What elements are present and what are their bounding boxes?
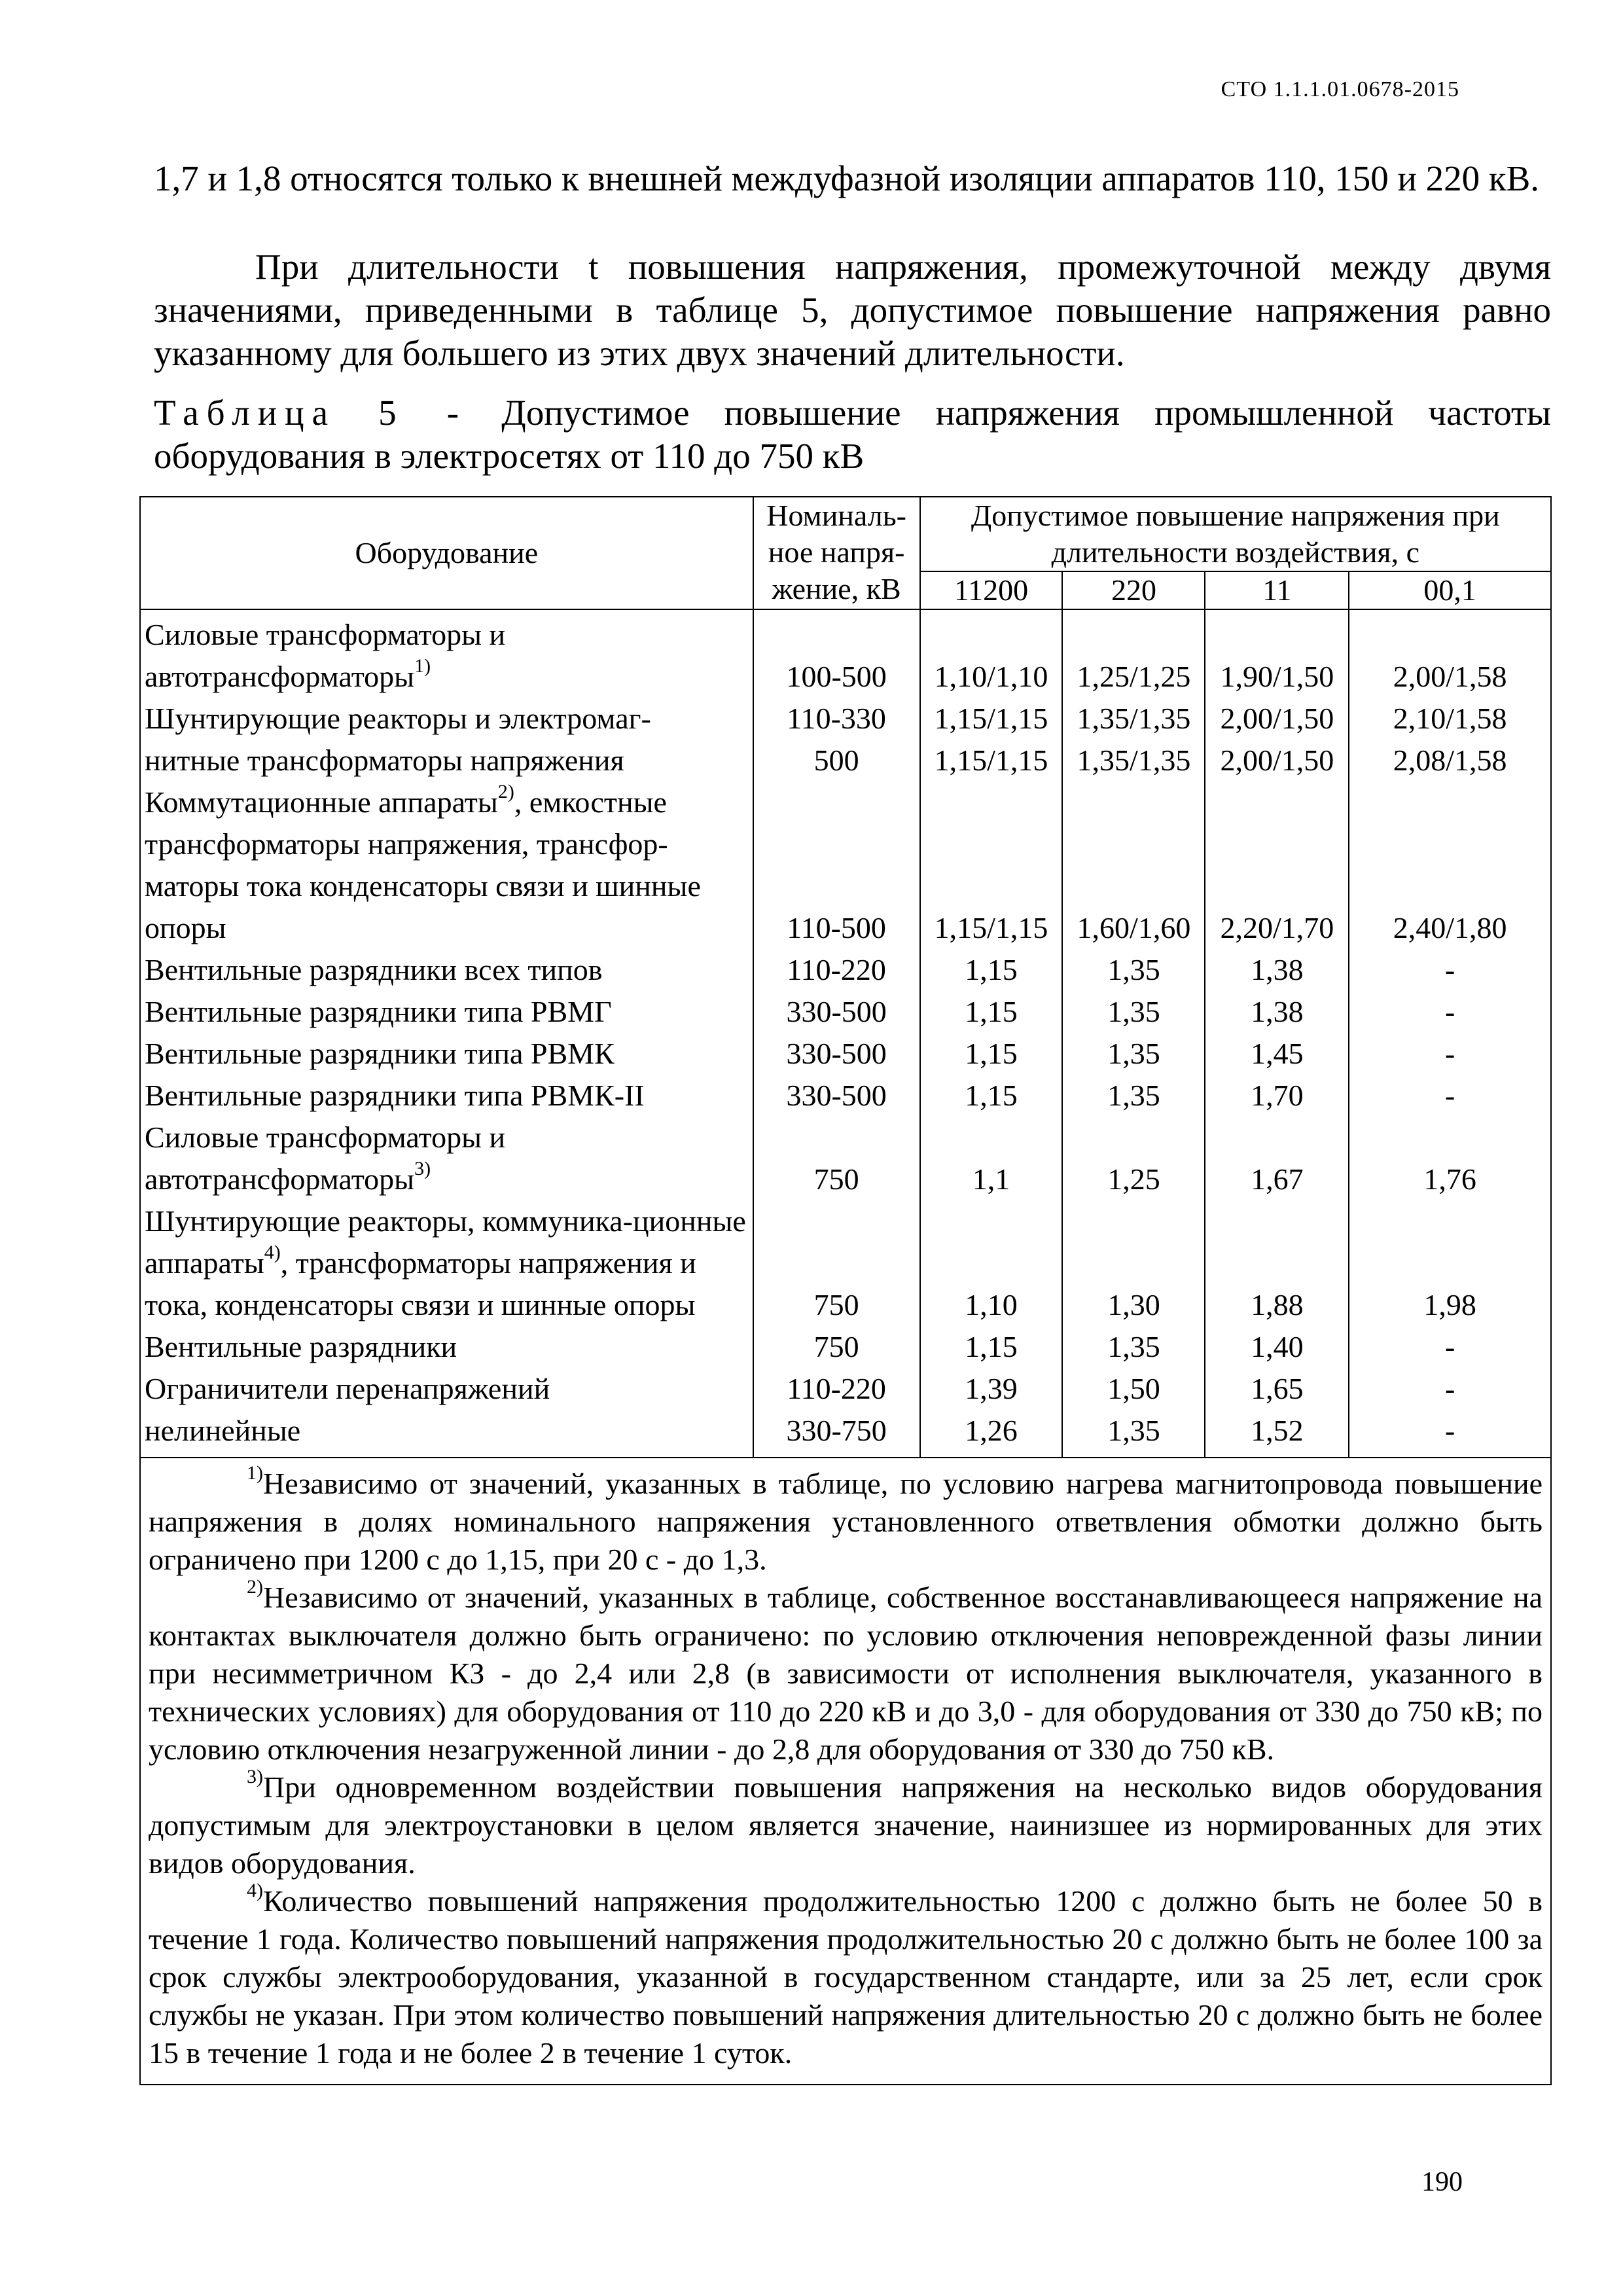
value-cell: - [1349, 1368, 1551, 1410]
value-cell: 1,65 [1205, 1368, 1349, 1410]
paragraph-2: При длительности t повышения напряжения, промежуточной между двумя значениями, приведенными в таблице 5, допустимое повышение напряжения равно указанному для большего из этих двух значений длительности. [154, 247, 1551, 373]
value-cell: 1,15/1,15 [920, 698, 1063, 740]
table-row [140, 949, 1551, 991]
equipment-cell: Вентильные разрядники типа РВМК-II [140, 1075, 753, 1117]
value-cell: 1,39 [920, 1368, 1063, 1410]
value-cell: 2,00/1,50 [1205, 740, 1349, 781]
nominal-voltage-cell: 110-220 [753, 949, 920, 991]
table-row [140, 740, 1551, 781]
value-cell: 2,08/1,58 [1349, 740, 1551, 781]
table-row [140, 1410, 1551, 1458]
table-caption-label: Таблица 5 - [154, 393, 467, 433]
value-cell: 1,35 [1062, 991, 1205, 1033]
table-row [140, 1075, 1551, 1117]
value-cell: 1,26 [920, 1410, 1063, 1458]
table-row [140, 1117, 1551, 1200]
value-cell: 1,88 [1205, 1200, 1349, 1326]
value-cell: 1,38 [1205, 949, 1349, 991]
value-cell: 1,25 [1062, 1117, 1205, 1200]
value-cell: 1,50 [1062, 1368, 1205, 1410]
value-cell: 1,35 [1062, 1075, 1205, 1117]
equipment-cell: нитные трансформаторы напряжения [140, 740, 753, 781]
header-duration-4: 00,1 [1349, 571, 1551, 609]
value-cell: 2,10/1,58 [1349, 698, 1551, 740]
nominal-voltage-cell: 750 [753, 1200, 920, 1326]
page-number: 190 [1421, 2167, 1463, 2197]
table-row [140, 1200, 1551, 1326]
value-cell: 1,52 [1205, 1410, 1349, 1458]
table-row [140, 1033, 1551, 1075]
value-cell: 1,35 [1062, 1033, 1205, 1075]
value-cell: 1,98 [1349, 1200, 1551, 1326]
equipment-cell: Силовые трансформаторы и автотрансформаторы$^{3)}$ [140, 1117, 753, 1200]
equipment-cell: Шунтирующие реакторы, коммуника-ционные аппараты$^{4)}$, трансформаторы напряжения и тока, конденсаторы связи и шинные опоры [140, 1200, 753, 1326]
table-row [140, 781, 1551, 949]
nominal-voltage-cell: 100-500 [753, 609, 920, 698]
equipment-cell: Вентильные разрядники типа РВМГ [140, 991, 753, 1033]
value-cell: 1,30 [1062, 1200, 1205, 1326]
value-cell: 1,15/1,15 [920, 740, 1063, 781]
equipment-cell: Коммутационные аппараты$^{2)}$, емкостные трансформаторы напряжения, трансфор-маторы тока конденсаторы связи и шинные опоры [140, 781, 753, 949]
value-cell: 1,60/1,60 [1062, 781, 1205, 949]
value-cell: 1,15 [920, 1075, 1063, 1117]
value-cell: 1,10 [920, 1200, 1063, 1326]
equipment-cell: нелинейные [140, 1410, 753, 1458]
value-cell: - [1349, 949, 1551, 991]
value-cell: 1,40 [1205, 1326, 1349, 1368]
equipment-cell: Вентильные разрядники всех типов [140, 949, 753, 991]
header-duration-2: 220 [1062, 571, 1205, 609]
footnote-4: $^{4)}$Количество повышений напряжения продолжительностью 1200 с должно быть не более 50 в течение 1 года. Количество повышений напряжения продолжительностью 20 с должно быть не более 100 за срок службы электрооборудования, указанной в государственном стандарте, или за 25 лет, если срок службы не указан. При этом количество повышений напряжения длительностью 20 с должно быть не более 15 в течение 1 года и не более 2 в течение 1 суток. [149, 1879, 1543, 2070]
nominal-voltage-cell: 110-500 [753, 781, 920, 949]
footnote-3: $^{3)}$При одновременном воздействии повышения напряжения на несколько видов оборудования допустимым для электроустановки в целом является значение, наинизшее из нормированных для этих видов оборудования. [149, 1765, 1543, 1880]
value-cell: 1,70 [1205, 1075, 1349, 1117]
value-cell: 2,40/1,80 [1349, 781, 1551, 949]
value-cell: 1,35 [1062, 1410, 1205, 1458]
value-cell: 1,15 [920, 1033, 1063, 1075]
table-row [140, 609, 1551, 698]
value-cell: - [1349, 1410, 1551, 1458]
footnote-1: $^{1)}$Независимо от значений, указанных в таблице, по условию нагрева магнитопровода повышение напряжения в долях номинального напряжения установленного ответвления обмотки должно быть ограничено при 1200 с до 1,15, при 20 с - до 1,3. [149, 1462, 1543, 1576]
value-cell: 1,15/1,15 [920, 781, 1063, 949]
value-cell: 1,90/1,50 [1205, 609, 1349, 698]
equipment-cell: Вентильные разрядники [140, 1326, 753, 1368]
value-cell: 1,25/1,25 [1062, 609, 1205, 698]
value-cell: 1,38 [1205, 991, 1349, 1033]
table-notes [140, 1458, 1551, 2085]
value-cell: - [1349, 1033, 1551, 1075]
value-cell: - [1349, 1075, 1551, 1117]
equipment-cell: Силовые трансформаторы и автотрансформаторы$^{1)}$ [140, 609, 753, 698]
document-code: СТО 1.1.1.01.0678-2015 [1221, 77, 1459, 101]
nominal-voltage-cell: 330-500 [753, 1033, 920, 1075]
nominal-voltage-cell: 110-220 [753, 1368, 920, 1410]
value-cell: 1,67 [1205, 1117, 1349, 1200]
equipment-cell: Шунтирующие реакторы и электромаг- [140, 698, 753, 740]
table-row [140, 698, 1551, 740]
nominal-voltage-cell: 330-500 [753, 991, 920, 1033]
footnote-2: $^{2)}$Независимо от значений, указанных в таблице, собственное восстанавливающееся напряжение на контактах выключателя должно быть ограничено: по условию отключения неповрежденной фазы линии при несимметричном КЗ - до 2,4 или 2,8 (в зависимости от исполнения выключателя, указанного в технических условиях) для оборудования от 110 до 220 кВ и до 3,0 - для оборудования от 330 до 750 кВ; по условию отключения незагруженной линии - до 2,8 для оборудования от 330 до 750 кВ. [149, 1575, 1543, 1766]
value-cell: 1,45 [1205, 1033, 1349, 1075]
nominal-voltage-cell: 750 [753, 1117, 920, 1200]
paragraph-1: 1,7 и 1,8 относятся только к внешней междуфазной изоляции аппаратов 110, 150 и 220 кВ. [154, 158, 1540, 198]
header-nominal-voltage: Номиналь-ное напря-жение, кВ [753, 497, 920, 609]
table-row [140, 1326, 1551, 1368]
table-caption [154, 391, 1551, 478]
value-cell: 1,10/1,10 [920, 609, 1063, 698]
table-row [140, 991, 1551, 1033]
value-cell: 2,00/1,50 [1205, 698, 1349, 740]
table-5 [139, 496, 1552, 2085]
value-cell: 1,35/1,35 [1062, 698, 1205, 740]
equipment-cell: Вентильные разрядники типа РВМК [140, 1033, 753, 1075]
value-cell: - [1349, 1326, 1551, 1368]
table-caption-title: Допустимое повышение напряжения промышленной частоты оборудования в электросетях от 110 до 750 кВ [154, 393, 1551, 476]
value-cell: 1,15 [920, 991, 1063, 1033]
equipment-cell: Ограничители перенапряжений [140, 1368, 753, 1410]
value-cell: 1,35/1,35 [1062, 740, 1205, 781]
nominal-voltage-cell: 750 [753, 1326, 920, 1368]
value-cell: 2,00/1,58 [1349, 609, 1551, 698]
value-cell: 1,15 [920, 1326, 1063, 1368]
header-duration-group: Допустимое повышение напряжения при длительности воздействия, с [920, 497, 1551, 571]
value-cell: 1,15 [920, 949, 1063, 991]
value-cell: 2,20/1,70 [1205, 781, 1349, 949]
table-row [140, 1368, 1551, 1410]
nominal-voltage-cell: 330-500 [753, 1075, 920, 1117]
header-duration-3: 11 [1205, 571, 1349, 609]
header-duration-1: 11200 [920, 571, 1063, 609]
nominal-voltage-cell: 110-330 [753, 698, 920, 740]
header-equipment: Оборудование [140, 497, 753, 609]
value-cell: 1,76 [1349, 1117, 1551, 1200]
nominal-voltage-cell: 500 [753, 740, 920, 781]
nominal-voltage-cell: 330-750 [753, 1410, 920, 1458]
value-cell: 1,35 [1062, 949, 1205, 991]
value-cell: 1,35 [1062, 1326, 1205, 1368]
value-cell: 1,1 [920, 1117, 1063, 1200]
value-cell: - [1349, 991, 1551, 1033]
